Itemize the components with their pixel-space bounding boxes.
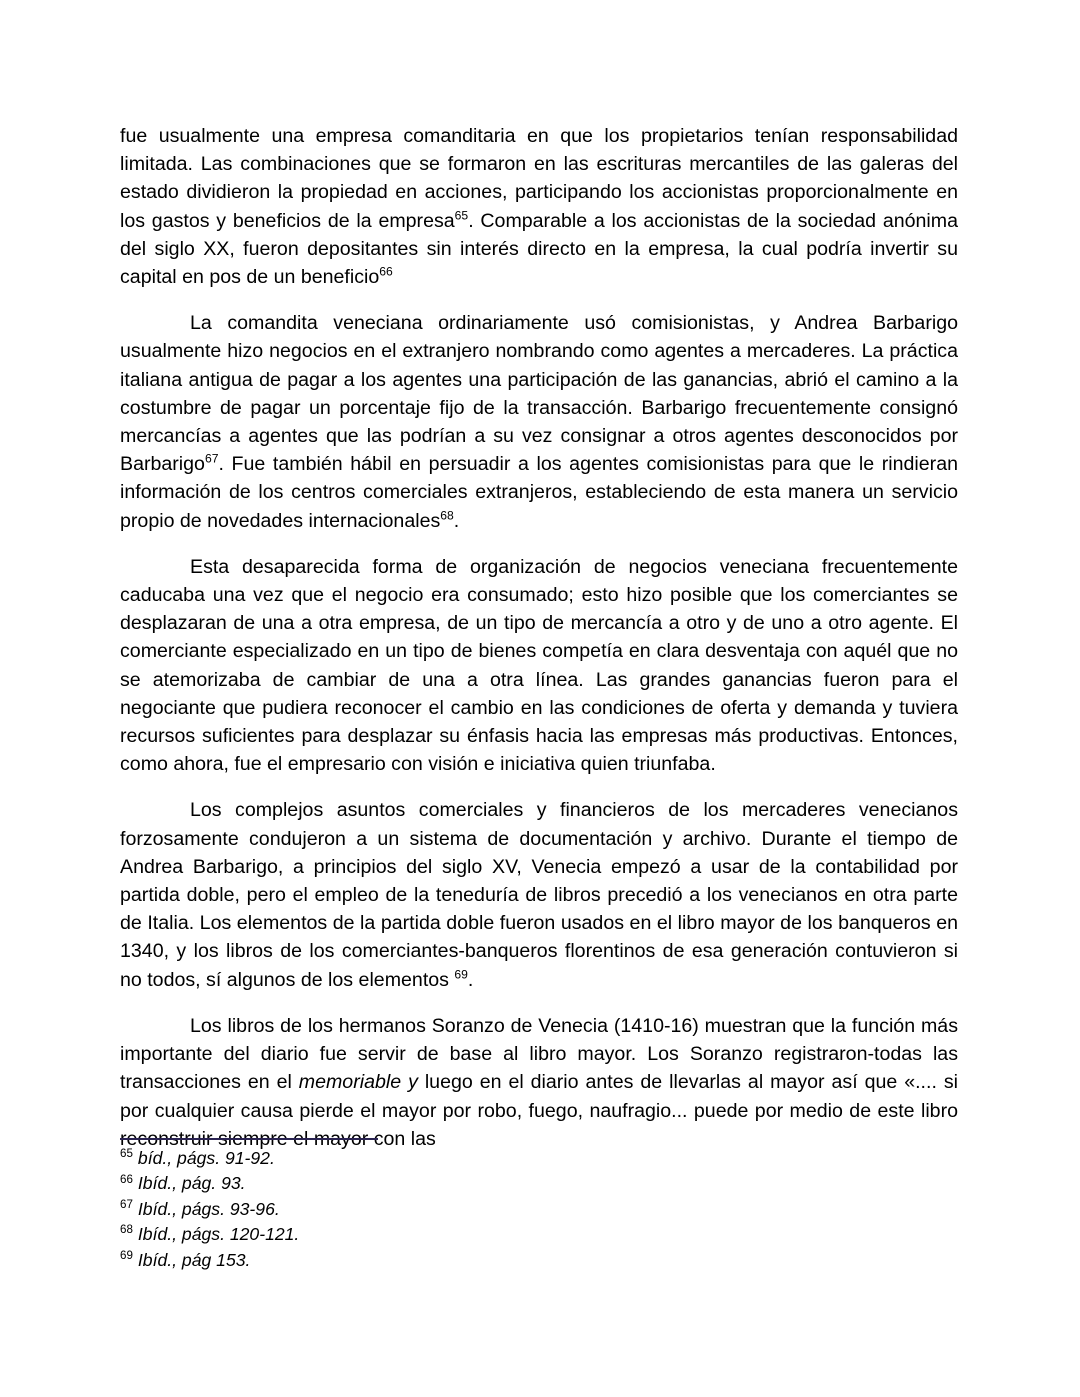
footnote-item [120,1146,958,1171]
footnote-reference-68[interactable]: 68 [440,508,454,523]
paragraph-text-run: luego en el diario antes de llevarlas al mayor así que «.... si por cualquier causa pierde el mayor por robo, fuego, naufragio... puede por medio de este libro reconstruir siempre el mayor con las [120,1071,958,1150]
body-paragraph [120,1012,958,1153]
footnote-number-69: 69 [120,1248,133,1262]
footnote-text: Ibíd., págs. 93-96. [137,1198,280,1219]
italic-term: memoriable y [298,1071,418,1094]
body-paragraph [120,796,958,993]
footnote-text: bíd., págs. 91-92. [137,1148,275,1168]
paragraph-text-run: . Fue también hábil en persuadir a los agentes comisionistas para que le rindieran información de los centros comerciales extranjeros, estableciendo de esta manera un servicio propio de novedades internacionales [120,453,958,532]
paragraph-text-run: La comandita veneciana ordinariamente usó comisionistas, y Andrea Barbarigo usualmente hizo negocios en el extranjero nombrando como agentes a mercaderes. La práctica italiana antigua de pagar a los agentes una participación de las ganancias, abrió el camino a la costumbre de pagar un porcentaje fijo de la transacción. Barbarigo frecuentemente consignó mercancías a agentes que las podrían a su vez consignar a otros agentes desconocidos por Barbarigo [120,312,958,476]
paragraph-text-run: . [453,509,460,532]
paragraph-text-run: Los complejos asuntos comerciales y financieros de los mercaderes venecianos forzosamente condujeron a un sistema de documentación y archivo. Durante el tiempo de Andrea Barbarigo, a principios del siglo XV, Venecia empezó a usar de la contabilidad por partida doble, pero el empleo de la teneduría de libros precedió a los venecianos en otra parte de Italia. Los elementos de la partida doble fueron usados en el libro mayor de los banqueros en 1340, y los libros de los comerciantes-banqueros florentinos de esa generación contuvieron si no todos, sí algunos de los elementos [120,799,958,991]
footnote-area [120,1138,958,1273]
paragraph-text-run: . [467,968,474,991]
footnote-item [120,1222,958,1247]
footnote-number-67: 67 [120,1197,133,1211]
body-paragraph [120,122,958,291]
footnote-number-66: 66 [120,1172,133,1186]
footnote-text: Ibíd., pág. 93. [137,1173,246,1194]
body-paragraph [120,553,958,779]
paragraph-text-run: Los libros de los hermanos Soranzo de Venecia (1410-16) muestran que la función más importante del diario fue servir de base al libro mayor. Los Soranzo registraron-todas las transacciones en el [120,1014,958,1094]
footnote-reference-69[interactable]: 69 [454,967,468,982]
footnote-separator-rule [120,1138,378,1140]
paragraph-text-run: fue usualmente una empresa comanditaria en que los propietarios tenían responsabilidad limitada. Las combinaciones que se formaron en las escrituras mercantiles de las galeras del estado dividieron la propiedad en acciones, participando los accionistas proporcionalmente en los gastos y beneficios de la empresa [120,125,958,232]
footnote-item [120,1197,958,1222]
footnote-reference-66[interactable]: 66 [379,264,393,279]
footnote-reference-65[interactable]: 65 [454,208,469,223]
footnote-number-68: 68 [120,1223,133,1237]
paragraph-text-run: . Comparable a los accionistas de la sociedad anónima del siglo XX, fueron depositantes sin interés directo en la empresa, la cual podría invertir su capital en pos de un beneficio [120,209,958,289]
footnote-reference-67[interactable]: 67 [204,451,219,466]
footnote-item [120,1171,958,1196]
footnote-list [120,1146,958,1273]
footnote-text: Ibíd., págs. 120-121. [137,1224,300,1245]
footnote-number-65: 65 [120,1147,133,1161]
body-paragraph [120,309,958,535]
footnote-text: Ibíd., pág 153. [137,1249,251,1270]
footnote-item [120,1248,958,1273]
body-text-column [120,122,958,1171]
paragraph-text-run: Esta desaparecida forma de organización de negocios veneciana frecuentemente caducaba una vez que el negocio era consumado; esto hizo posible que los comerciantes se desplazaran de una a otra empresa, de un tipo de mercancía a otro y de uno a otro agente. El comerciante especializado en un tipo de bienes competía en clara desventaja con aquél que no se atemorizaba de cambiar de una a otra línea. Las grandes ganancias fueron para el negociante que pudiera reconocer el cambio en las condiciones de oferta y demanda y tuviera recursos suficientes para desplazar su énfasis hacia las empresas más productivas. Entonces, como ahora, fue el empresario con visión e iniciativa quien triunfaba. [120,555,958,776]
